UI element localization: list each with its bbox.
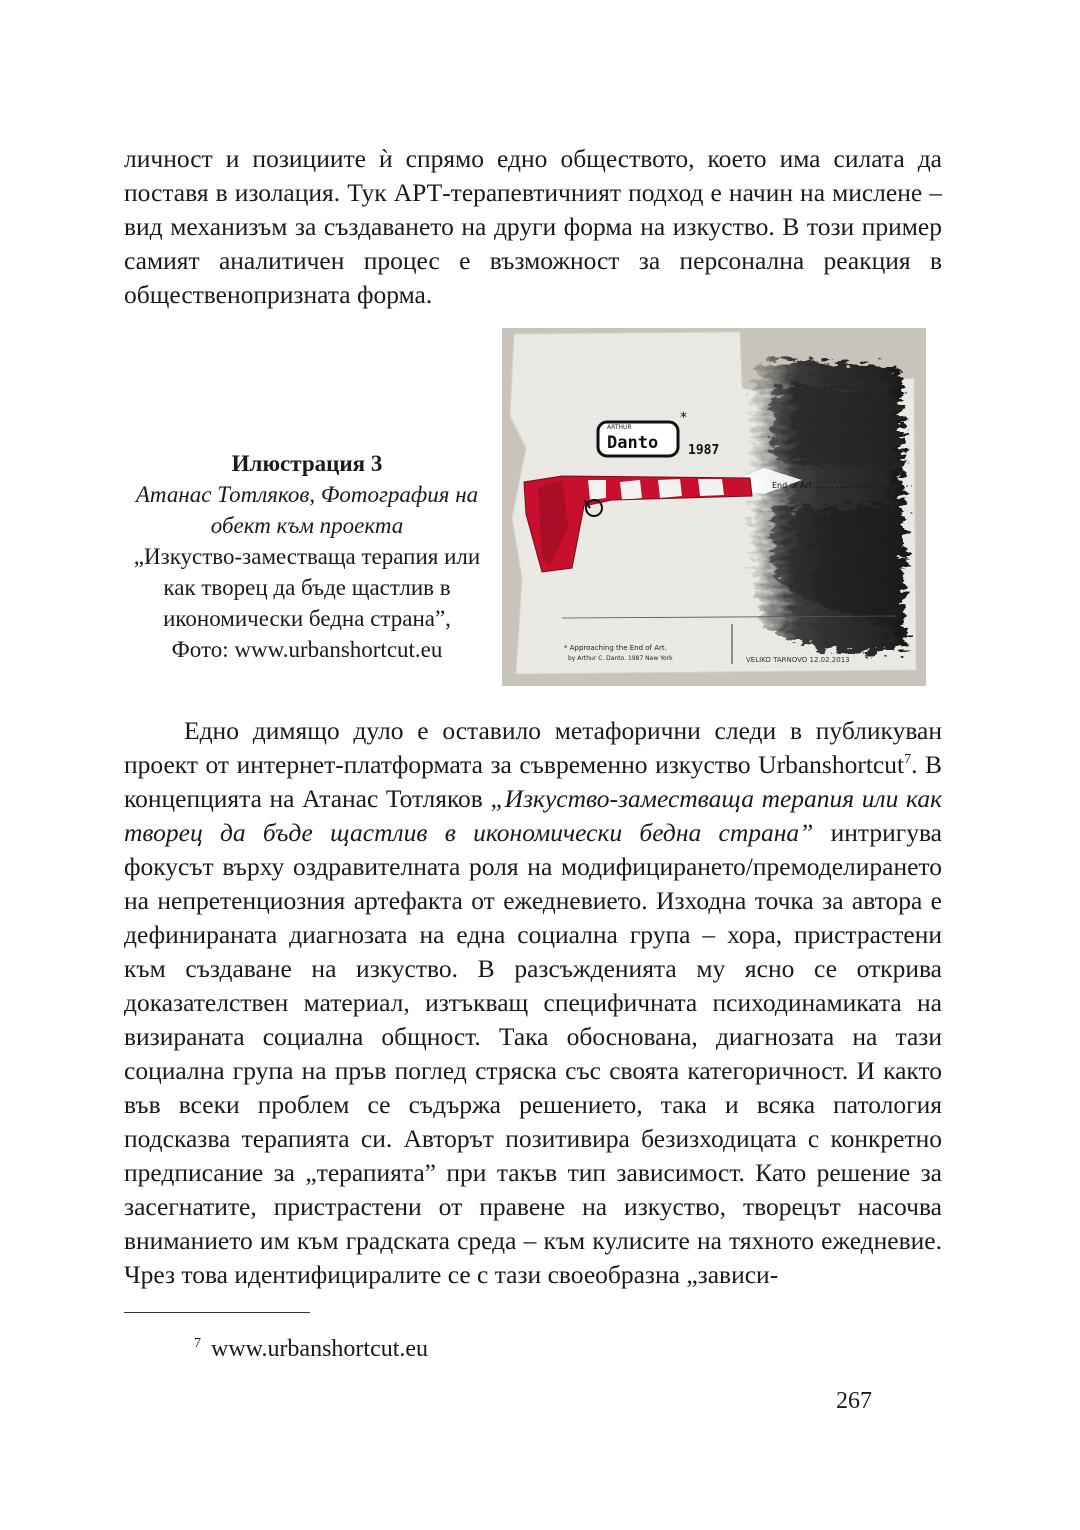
body-text-1: Едно димящо дуло е оставило метафорични следи в публикуван проект от интернет-платформата за съвременно изкуство Urbanshortcut bbox=[124, 716, 942, 779]
asterisk-mark: * bbox=[680, 410, 687, 426]
footnote bbox=[194, 1333, 428, 1365]
figure-project-line: „Изкуство-заместваща терапия или как творец да бъде щастлив в икономически бедна страна”, bbox=[133, 544, 481, 631]
footnote-divider bbox=[124, 1312, 310, 1313]
figure-illustration-3 bbox=[124, 328, 942, 688]
figure-caption bbox=[124, 448, 490, 665]
artwork-photo bbox=[502, 328, 926, 686]
year-mark: 1987 bbox=[688, 443, 720, 458]
body-text-2: . В концепцията на Атанас Тотляков bbox=[124, 750, 942, 813]
pencil-shading bbox=[749, 361, 906, 653]
page-number: 267 bbox=[836, 1388, 872, 1414]
figure-author-line: Атанас Тотляков, Фотография на обект към проекта bbox=[135, 482, 479, 538]
photo-note-line-1: * Approaching the End of Art. bbox=[564, 644, 667, 652]
footnote-text: www.urbanshortcut.eu bbox=[211, 1336, 429, 1362]
plate-small-text: ARTHUR bbox=[607, 424, 632, 431]
body-paragraph bbox=[124, 714, 942, 1292]
top-paragraph: личност и позициите ѝ спрямо едно обществото, което има силата да поставя в изолация. Тук АРТ-терапевтичният подход е начин на мислене – вид механизъм за създаването на други форма на изкуство. В този пример самият аналитичен процес е възможност за персонална реакция в общественопризната форма. bbox=[124, 144, 942, 309]
photo-note-line-2: by Arthur C. Danto. 1987 New York bbox=[568, 655, 673, 662]
photo-signature: VELIKO TARNOVO 12.02.2013 bbox=[746, 656, 850, 664]
body-project-title: „Изкуство-заместваща терапия или как творец да бъде щастлив в икономически бедна страна” bbox=[124, 784, 942, 847]
body-text-3: интригува фокусът върху оздравителната роля на модифицирането/премоделирането на непретенциозния артефакта от ежедневието. Изходна точка за автора е дефинираната диагнозата на една социална група – хора, пристрастени към създаване на изкуство. В разсъжденията му ясно се открива доказателствен материал, изтъкващ специфичната психодинамиката на визираната социална общност. Така обоснована, диагнозата на тази социална група на пръв поглед стряска със своята категоричност. И както във всеки проблем се съдържа решението, така и всяка патология подсказва терапията си. Авторът позитивира безизходицата с конкретно предписание за „терапията” при такъв тип зависимост. Като решение за засегнатите, пристрастени от правене на изкуство, творецът насочва вниманието им към градската среда – към кулисите на тяхното ежедневие. Чрез това идентифициралите се с тази своеобразна „зависи- bbox=[124, 818, 942, 1289]
plate-main-text: Danto bbox=[607, 433, 659, 453]
figure-photo-credit: Фото: www.urbanshortcut.eu bbox=[171, 637, 443, 662]
footnote-ref: 7 bbox=[904, 752, 912, 767]
figure-title: Илюстрация 3 bbox=[231, 451, 383, 476]
footnote-number: 7 bbox=[194, 1336, 201, 1351]
end-of-art-text: End of Art bbox=[772, 481, 812, 490]
book-page bbox=[124, 0, 942, 1530]
